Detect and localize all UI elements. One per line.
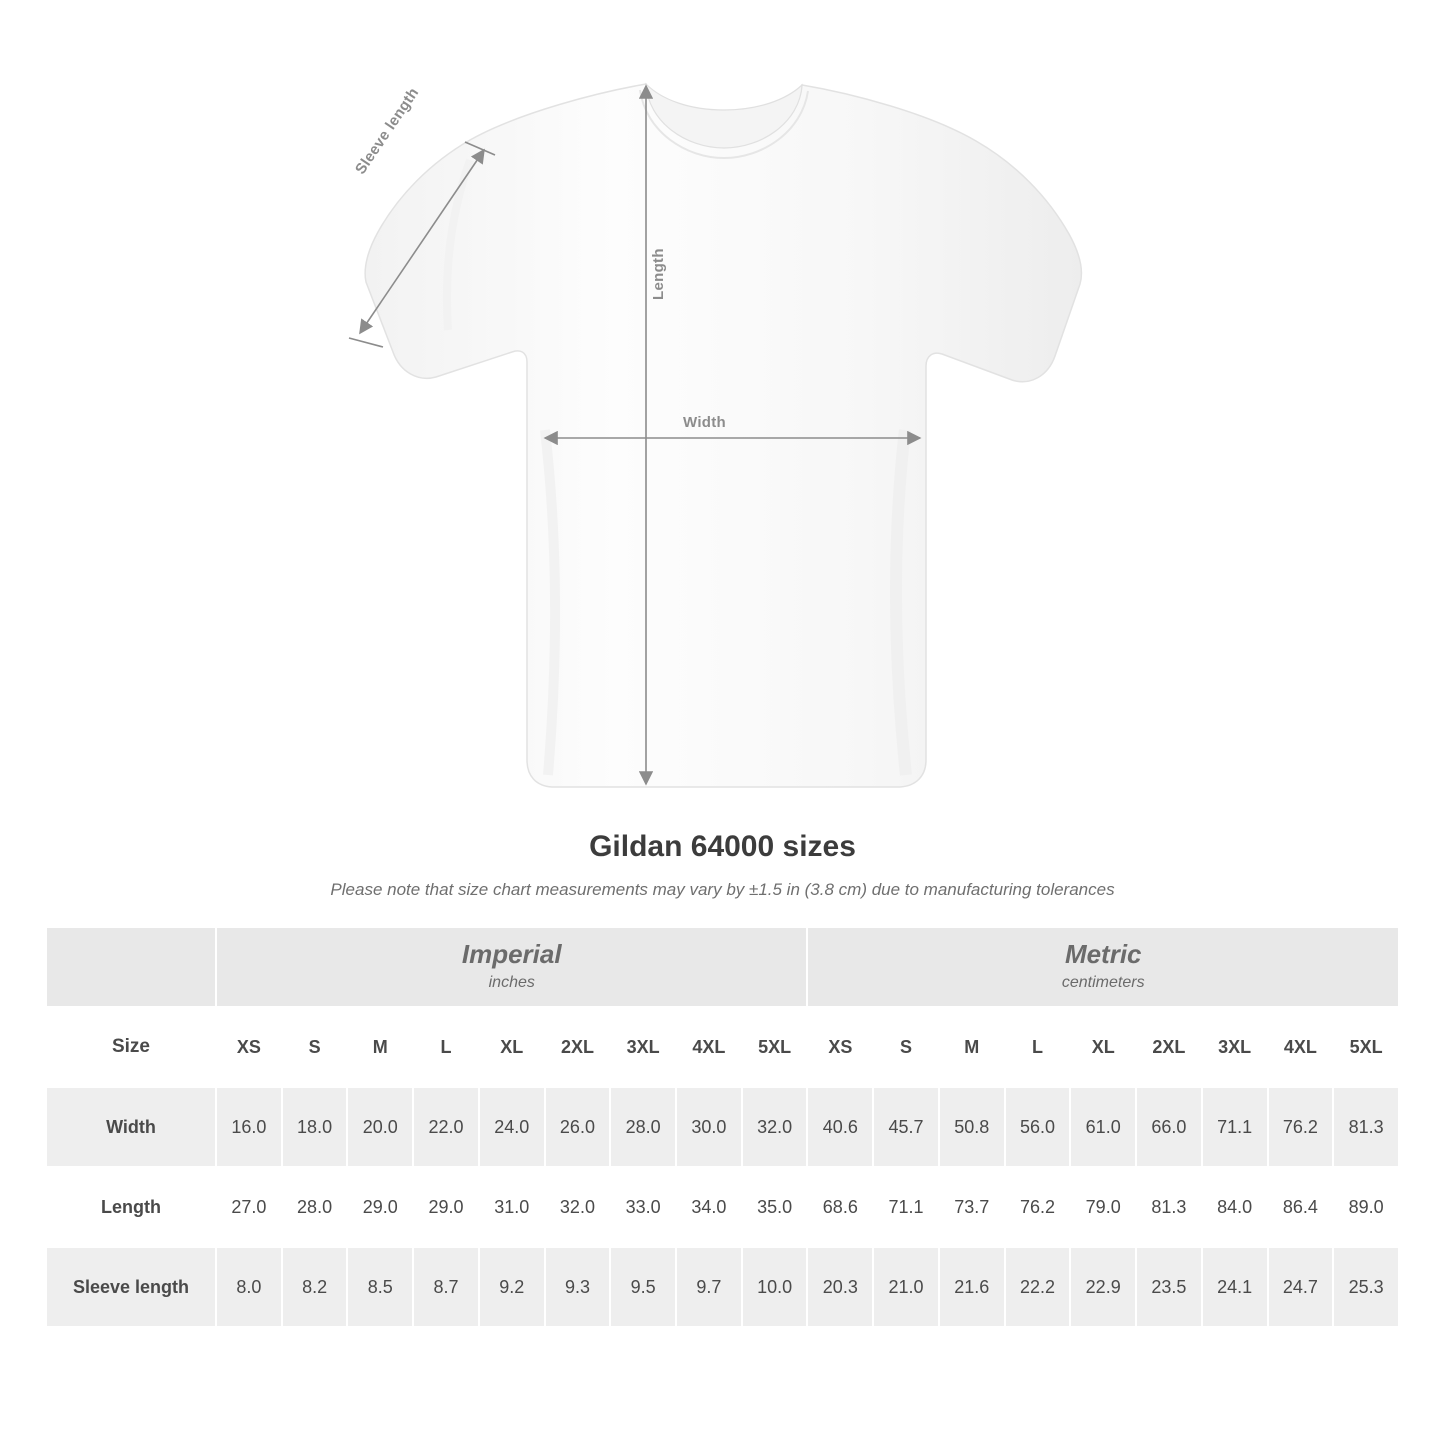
size-header-cell: 5XL xyxy=(1333,1007,1399,1087)
cell-length: 29.0 xyxy=(413,1167,479,1247)
size-header-cell: S xyxy=(873,1007,939,1087)
cell-length: 29.0 xyxy=(347,1167,413,1247)
cell-width: 61.0 xyxy=(1070,1087,1136,1167)
cell-sleeve-length: 9.7 xyxy=(676,1247,742,1327)
table-row-length xyxy=(46,1167,1399,1247)
cell-sleeve-length: 8.0 xyxy=(216,1247,282,1327)
cell-length: 73.7 xyxy=(939,1167,1005,1247)
unit-header-spacer xyxy=(46,927,216,1007)
cell-length: 86.4 xyxy=(1268,1167,1334,1247)
cell-width: 56.0 xyxy=(1005,1087,1071,1167)
unit-name-metric: Metric xyxy=(1064,938,1142,969)
cell-width: 18.0 xyxy=(282,1087,348,1167)
size-header-row xyxy=(46,1007,1399,1087)
table-row-sleeve-length xyxy=(46,1247,1399,1327)
cell-sleeve-length: 8.7 xyxy=(413,1247,479,1327)
page-title: Gildan 64000 sizes xyxy=(589,830,856,863)
unit-header-metric xyxy=(807,927,1399,1007)
cell-length: 79.0 xyxy=(1070,1167,1136,1247)
size-header-cell: L xyxy=(413,1007,479,1087)
title-block xyxy=(0,830,1445,900)
tshirt-shape xyxy=(365,84,1081,787)
cell-length: 35.0 xyxy=(742,1167,808,1247)
size-header-cell: 4XL xyxy=(1268,1007,1334,1087)
cell-width: 20.0 xyxy=(347,1087,413,1167)
cell-length: 76.2 xyxy=(1005,1167,1071,1247)
cell-sleeve-length: 9.3 xyxy=(545,1247,611,1327)
size-header-cell: XL xyxy=(1070,1007,1136,1087)
cell-sleeve-length: 24.1 xyxy=(1202,1247,1268,1327)
size-header-cell: 3XL xyxy=(610,1007,676,1087)
cell-length: 34.0 xyxy=(676,1167,742,1247)
cell-width: 45.7 xyxy=(873,1087,939,1167)
size-header-cell: L xyxy=(1005,1007,1071,1087)
size-header-cell: XS xyxy=(216,1007,282,1087)
cell-length: 84.0 xyxy=(1202,1167,1268,1247)
size-header-cell: XL xyxy=(479,1007,545,1087)
cell-width: 16.0 xyxy=(216,1087,282,1167)
size-header-cell: 3XL xyxy=(1202,1007,1268,1087)
size-header-cell: M xyxy=(347,1007,413,1087)
cell-sleeve-length: 9.2 xyxy=(479,1247,545,1327)
cell-length: 81.3 xyxy=(1136,1167,1202,1247)
row-label-sleeve-length: Sleeve length xyxy=(46,1247,216,1327)
cell-length: 31.0 xyxy=(479,1167,545,1247)
cell-width: 81.3 xyxy=(1333,1087,1399,1167)
size-header-cell: XS xyxy=(807,1007,873,1087)
unit-name-imperial: Imperial xyxy=(461,938,562,969)
cell-length: 32.0 xyxy=(545,1167,611,1247)
cell-sleeve-length: 22.9 xyxy=(1070,1247,1136,1327)
cell-sleeve-length: 8.2 xyxy=(282,1247,348,1327)
cell-sleeve-length: 22.2 xyxy=(1005,1247,1071,1327)
cell-width: 28.0 xyxy=(610,1087,676,1167)
cell-sleeve-length: 23.5 xyxy=(1136,1247,1202,1327)
cell-width: 76.2 xyxy=(1268,1087,1334,1167)
cell-length: 27.0 xyxy=(216,1167,282,1247)
cell-width: 40.6 xyxy=(807,1087,873,1167)
tolerance-note: Please note that size chart measurements may vary by ±1.5 in (3.8 cm) due to manufacturing tolerances xyxy=(330,880,1115,899)
unit-header-imperial xyxy=(216,927,807,1007)
size-header-cell: S xyxy=(282,1007,348,1087)
size-header-cell: 4XL xyxy=(676,1007,742,1087)
cell-sleeve-length: 10.0 xyxy=(742,1247,808,1327)
cell-length: 89.0 xyxy=(1333,1167,1399,1247)
size-table-wrapper xyxy=(0,926,1445,1328)
cell-length: 28.0 xyxy=(282,1167,348,1247)
table-row-width xyxy=(46,1087,1399,1167)
cell-width: 22.0 xyxy=(413,1087,479,1167)
cell-sleeve-length: 21.0 xyxy=(873,1247,939,1327)
unit-sub-imperial: inches xyxy=(488,974,535,992)
cell-sleeve-length: 8.5 xyxy=(347,1247,413,1327)
unit-sub-metric: centimeters xyxy=(1061,974,1145,992)
cell-width: 32.0 xyxy=(742,1087,808,1167)
cell-width: 24.0 xyxy=(479,1087,545,1167)
size-header-cell: 5XL xyxy=(742,1007,808,1087)
size-corner-label: Size xyxy=(46,1007,216,1087)
cell-length: 68.6 xyxy=(807,1167,873,1247)
cell-length: 33.0 xyxy=(610,1167,676,1247)
cell-sleeve-length: 25.3 xyxy=(1333,1247,1399,1327)
sleeve-length-label: Sleeve length xyxy=(352,84,423,178)
size-chart-table xyxy=(45,926,1400,1328)
row-label-width: Width xyxy=(46,1087,216,1167)
row-label-length: Length xyxy=(46,1167,216,1247)
size-header-cell: M xyxy=(939,1007,1005,1087)
length-label: Length xyxy=(650,248,667,300)
cell-sleeve-length: 21.6 xyxy=(939,1247,1005,1327)
width-label: Width xyxy=(683,414,727,431)
cell-sleeve-length: 24.7 xyxy=(1268,1247,1334,1327)
size-header-cell: 2XL xyxy=(545,1007,611,1087)
cell-length: 71.1 xyxy=(873,1167,939,1247)
cell-width: 66.0 xyxy=(1136,1087,1202,1167)
cell-width: 71.1 xyxy=(1202,1087,1268,1167)
cell-sleeve-length: 20.3 xyxy=(807,1247,873,1327)
size-header-cell: 2XL xyxy=(1136,1007,1202,1087)
cell-width: 26.0 xyxy=(545,1087,611,1167)
cell-width: 50.8 xyxy=(939,1087,1005,1167)
unit-header-row xyxy=(46,927,1399,1007)
cell-width: 30.0 xyxy=(676,1087,742,1167)
cell-sleeve-length: 9.5 xyxy=(610,1247,676,1327)
